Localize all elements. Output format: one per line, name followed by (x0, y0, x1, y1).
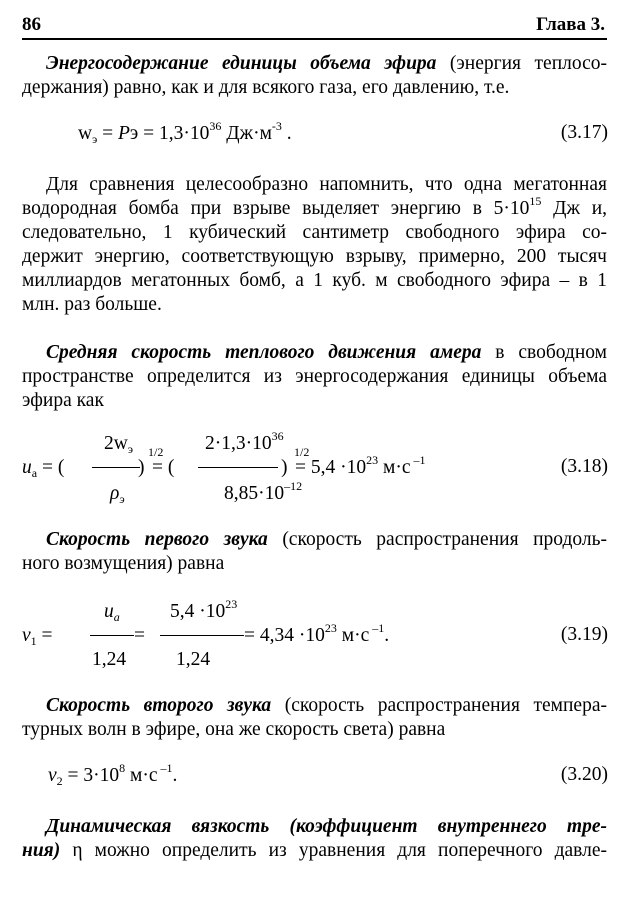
eq319-eq2: = (134, 625, 145, 646)
equation-number-3-19: (3.19) (560, 624, 608, 645)
eq319-numerator-2: $5,4 \cdot 10^{23}$ (170, 597, 238, 622)
page-number: 86 (22, 14, 41, 35)
paragraph-viscosity-line-2: ния) η можно определить из уравнения для поперечного давле- (22, 840, 607, 861)
paragraph-first-sound-line-2: ного возмущения) равна (22, 553, 225, 574)
eq318-result: = $5,4 \cdot 10^{23}$ м·с $^{-1}$ (295, 453, 426, 478)
equation-number-3-20: (3.20) (560, 764, 608, 785)
equation-3-17: $w_э$ = Pэ = $1,3\cdot 10^{36}$ $Дж\cdot м^{-3}$ . (78, 119, 292, 146)
paragraph-comparison-line-5: миллиардов мегатонных бомб, а 1 куб. м свободного эфира – в 1 (22, 270, 607, 291)
paragraph-comparison-line-2: водородная бомба при взрыве выделяет энергию в $5\cdot 10^{15}$ Дж и, (22, 194, 607, 219)
paragraph-first-sound-line-1: Скорость первого звука (скорость распространения продоль- (46, 529, 607, 550)
paragraph-thermal-speed-line-1: Средняя скорость теплового движения амера в свободном (46, 342, 608, 363)
paragraph-energy-density-line-1: Энергосодержание единицы объема эфира (энергия теплосо- (46, 53, 607, 74)
term-energy-density: Энергосодержание единицы объема эфира (46, 53, 437, 74)
paragraph-energy-density-line-2: держания) равно, как и для всякого газа, его давлению, т.е. (22, 77, 510, 98)
paragraph-second-sound-line-1: Скорость второго звука (скорость распространения темпера- (46, 695, 607, 716)
equation-number-3-17: (3.17) (560, 122, 608, 143)
header-rule (22, 38, 607, 40)
eq318-numerator-1: $2w_э$ (104, 433, 133, 456)
paragraph-comparison-line-3: следовательно, 1 кубический сантиметр свободного эфира со- (22, 222, 607, 243)
paragraph-second-sound-line-2: турных волн в эфире, она же скорость света) равна (22, 719, 446, 740)
paragraph-thermal-speed-line-2: пространстве определится из энергосодержания единицы объема (22, 366, 607, 387)
eq318-lhs: $u_a$ = ( (22, 457, 65, 480)
page-header (22, 14, 605, 36)
term-thermal-speed: Средняя скорость теплового движения амера (46, 342, 482, 363)
paragraph-comparison-line-4: держит энергию, соответствующую взрыву, примерно, 200 тысяч (22, 246, 607, 267)
eq318-denominator-2: $8,85\cdot 10^{-12}$ (224, 479, 303, 504)
equation-3-20: $v_2 = 3\cdot 10^8$ м·с $^{-1}$. (48, 761, 178, 788)
eq318-fraction-bar-1 (92, 467, 140, 468)
eq319-result: = $4,34 \cdot 10^{23}$ м·с $^{-1}$. (244, 621, 390, 646)
eq319-lhs: $v_1$ = (22, 625, 53, 648)
eq318-fraction-bar-2 (198, 467, 278, 468)
paragraph-thermal-speed-line-3: эфира как (22, 390, 104, 411)
paragraph-comparison-line-1: Для сравнения целесообразно напомнить, что одна мегатонная (46, 174, 607, 195)
eq319-denominator-1: 1,24 (92, 649, 127, 670)
paragraph-comparison-line-6: млн. раз больше. (22, 294, 162, 315)
equation-number-3-18: (3.18) (560, 456, 608, 477)
eq318-power-1: 1/2 (148, 445, 164, 459)
eq318-numerator-2: $2\cdot 1,3\cdot 10^{36}$ (205, 429, 284, 454)
chapter-title: Глава 3. (536, 14, 605, 35)
eq319-fraction-bar-2 (160, 635, 244, 636)
eq319-fraction-bar-1 (90, 635, 134, 636)
term-first-sound: Скорость первого звука (46, 529, 268, 550)
term-dynamic-viscosity: Динамическая вязкость (коэффициент внутреннего тре- (46, 816, 607, 837)
eq318-denominator-1: $\rho_э$ (110, 483, 125, 506)
eq318-close-2: ) (281, 457, 288, 478)
eq319-numerator-1: $u_a$ (104, 601, 120, 624)
eq318-close-1: ) (138, 457, 145, 478)
paragraph-viscosity-line-1 (22, 815, 607, 839)
term-second-sound: Скорость второго звука (46, 695, 272, 716)
eq319-denominator-2: 1,24 (176, 649, 211, 670)
eq318-power-2: 1/2 (294, 445, 310, 459)
eq318-mid: = ( (152, 457, 175, 478)
